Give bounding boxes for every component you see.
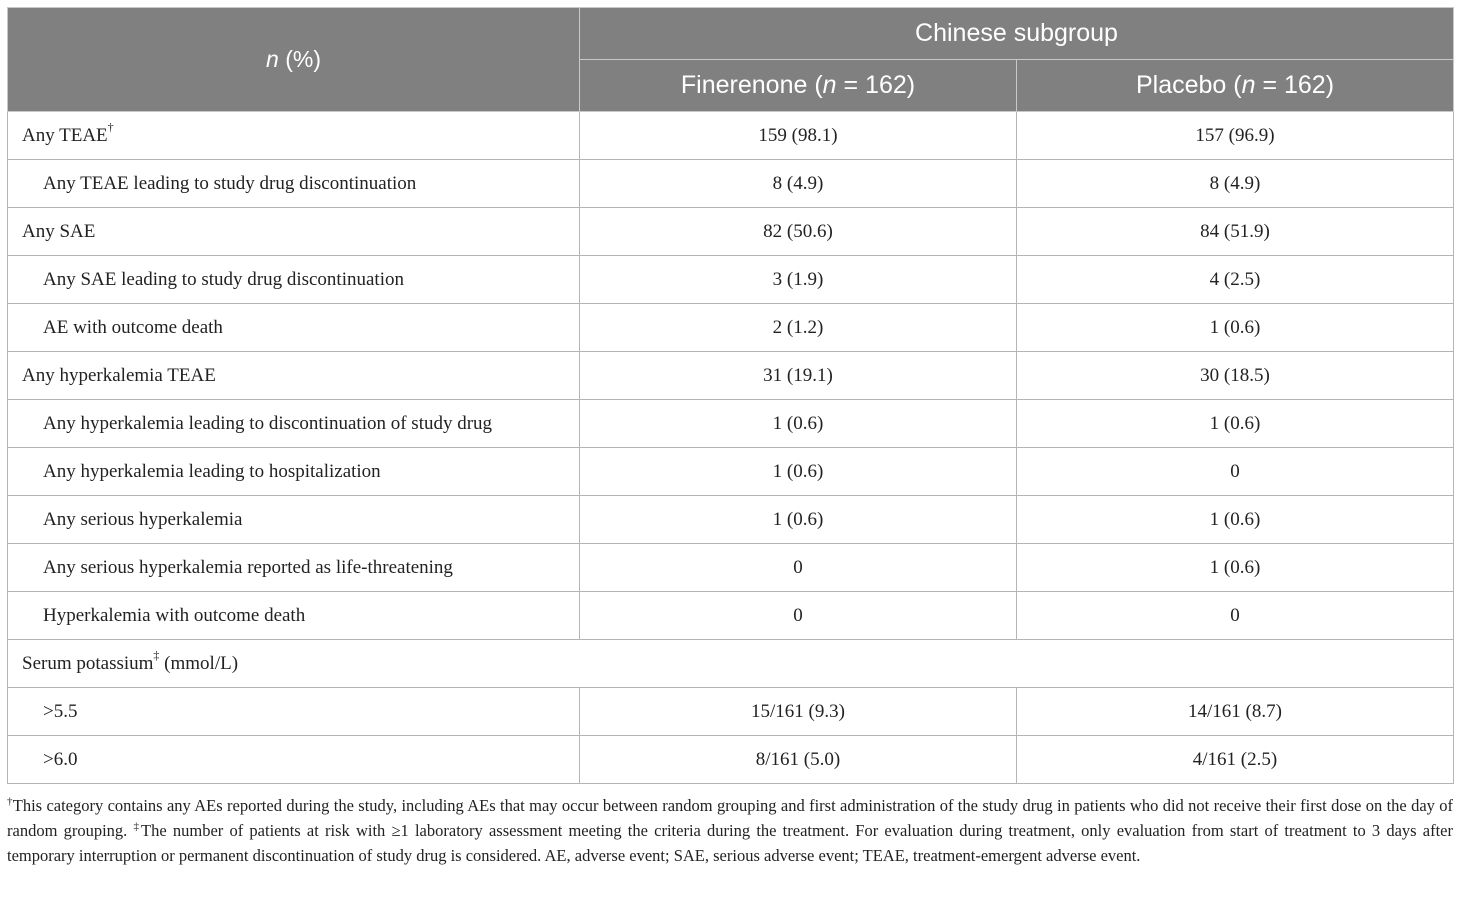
table-row: [8, 400, 1454, 448]
placebo-value: 4 (2.5): [1017, 256, 1454, 304]
header-finerenone: [580, 60, 1017, 112]
row-label: Any TEAE leading to study drug discontinuation: [8, 160, 580, 208]
row-label: >5.5: [8, 688, 580, 736]
placebo-value: 4/161 (2.5): [1017, 736, 1454, 784]
finerenone-value: 82 (50.6): [580, 208, 1017, 256]
row-label: Any hyperkalemia leading to hospitalization: [8, 448, 580, 496]
table-row-section: [8, 640, 1454, 688]
row-label: Any hyperkalemia TEAE: [8, 352, 580, 400]
placebo-value: 84 (51.9): [1017, 208, 1454, 256]
footnote-mark-dagger: †: [7, 795, 13, 808]
finerenone-value: 15/161 (9.3): [580, 688, 1017, 736]
table-footnote: [7, 793, 1453, 868]
header-placebo-name: Placebo (: [1135, 71, 1242, 99]
table-row: [8, 352, 1454, 400]
placebo-value: 0: [1017, 592, 1454, 640]
footnote-mark-double-dagger: ‡: [133, 820, 142, 833]
footnote-mark-dagger: †: [107, 120, 114, 135]
table-row: [8, 592, 1454, 640]
finerenone-value: 159 (98.1): [580, 112, 1017, 160]
header-placebo-count: = 162): [1255, 71, 1335, 99]
finerenone-value: 1 (0.6): [580, 448, 1017, 496]
placebo-value: 0: [1017, 448, 1454, 496]
header-chinese-subgroup: Chinese subgroup: [580, 8, 1454, 60]
table-row: [8, 256, 1454, 304]
finerenone-value: 1 (0.6): [580, 400, 1017, 448]
placebo-value: 14/161 (8.7): [1017, 688, 1454, 736]
table-row: [8, 496, 1454, 544]
placebo-value: 1 (0.6): [1017, 496, 1454, 544]
finerenone-value: 0: [580, 592, 1017, 640]
finerenone-value: 1 (0.6): [580, 496, 1017, 544]
finerenone-value: 31 (19.1): [580, 352, 1017, 400]
row-label: Any SAE: [8, 208, 580, 256]
table-row: [8, 688, 1454, 736]
finerenone-value: 8/161 (5.0): [580, 736, 1017, 784]
header-placebo: [1017, 60, 1454, 112]
row-label-text: Any TEAE: [22, 124, 108, 146]
row-label: Any hyperkalemia leading to discontinuation of study drug: [8, 400, 580, 448]
placebo-value: 1 (0.6): [1017, 304, 1454, 352]
placebo-value: 1 (0.6): [1017, 544, 1454, 592]
table-row: [8, 112, 1454, 160]
header-finerenone-count: = 162): [836, 71, 916, 99]
row-label: [8, 112, 580, 160]
finerenone-value: 0: [580, 544, 1017, 592]
footnote-mark-double-dagger: ‡: [153, 648, 160, 663]
section-label-serum-potassium: [8, 640, 1454, 688]
row-label: >6.0: [8, 736, 580, 784]
table-row: [8, 448, 1454, 496]
placebo-value: 30 (18.5): [1017, 352, 1454, 400]
table-row: [8, 304, 1454, 352]
footnote-text-dagger: This category contains any AEs reported during the study, including AEs that may occur between random grouping and first administration of the study drug in patients who did not receive their first dose on the day of random grouping.: [7, 796, 1454, 840]
table-header: [8, 8, 1454, 112]
header-n-italic: n: [266, 46, 279, 72]
header-finerenone-name: Finerenone (: [680, 71, 823, 99]
header-n-rest: (%): [278, 46, 321, 72]
finerenone-value: 3 (1.9): [580, 256, 1017, 304]
row-label-unit: (mmol/L): [159, 652, 239, 674]
row-label: Any serious hyperkalemia: [8, 496, 580, 544]
placebo-value: 1 (0.6): [1017, 400, 1454, 448]
header-n-percent: [8, 8, 580, 112]
row-label: Any SAE leading to study drug discontinuation: [8, 256, 580, 304]
table-row: [8, 736, 1454, 784]
placebo-value: 157 (96.9): [1017, 112, 1454, 160]
table-row: [8, 544, 1454, 592]
footnote-text-double-dagger: The number of patients at risk with ≥1 laboratory assessment meeting the criteria during the treatment. For evaluation during treatment, only evaluation from start of treatment to 3 days after temporary interruption or permanent discontinuation of study drug is considered. AE, adverse event; SAE, serious adverse event; TEAE, treatment-emergent adverse event.: [7, 821, 1453, 865]
row-label-text: Serum potassium: [22, 652, 154, 674]
row-label: Hyperkalemia with outcome death: [8, 592, 580, 640]
row-label: Any serious hyperkalemia reported as life-threatening: [8, 544, 580, 592]
placebo-value: 8 (4.9): [1017, 160, 1454, 208]
finerenone-value: 8 (4.9): [580, 160, 1017, 208]
table-row: [8, 160, 1454, 208]
table-body: [8, 112, 1454, 784]
table-row: [8, 208, 1454, 256]
header-finerenone-n: n: [822, 71, 837, 99]
finerenone-value: 2 (1.2): [580, 304, 1017, 352]
header-placebo-n: n: [1241, 71, 1256, 99]
row-label: AE with outcome death: [8, 304, 580, 352]
adverse-events-table: [7, 7, 1454, 784]
